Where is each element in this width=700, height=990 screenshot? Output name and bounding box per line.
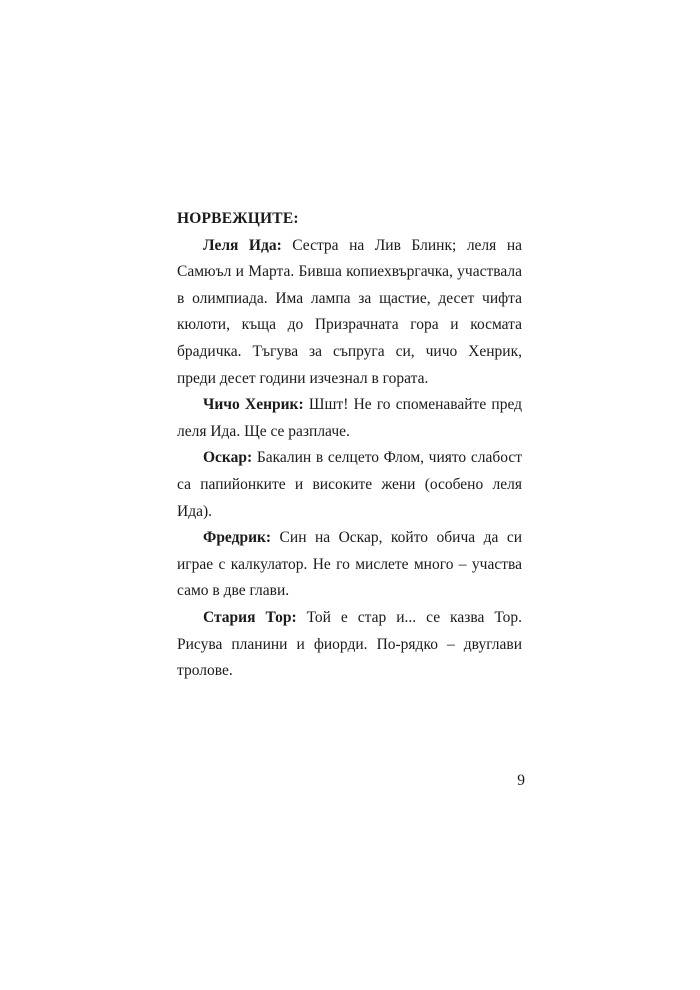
section-heading: НОРВЕЖЦИТЕ:	[177, 210, 299, 227]
character-name: Леля Ида:	[203, 236, 282, 254]
character-name: Фредрик:	[203, 529, 272, 547]
character-description: Бакалин в селцето Флом, чиято слабост са папийонките и високите жени (особено леля Ида).	[177, 449, 522, 520]
character-description: Син на Оскар, който обича да си играе с калкулатор. Не го мислете много – участва само в две глави.	[177, 529, 522, 600]
character-description: Сестра на Лив Блинк; леля на Самюъл и Марта. Бивша копиехвъргачка, участвала в олимпиада. Има лампа за щастие, десет чифта кюлоти, къща до Призрачната гора и космата брадичка. Тъгува за съпруга си, чичо Хенрик, преди десет години изчезнал в гората.	[177, 236, 523, 387]
character-name: Чичо Хенрик:	[203, 396, 304, 414]
character-entry-fredrik	[177, 525, 522, 605]
character-entry-tor	[177, 605, 522, 685]
character-entry-ida	[177, 233, 522, 393]
page-number: 9	[517, 772, 525, 789]
character-list	[177, 206, 522, 685]
character-entry-oskar	[177, 445, 522, 525]
character-description: Шшт! Не го споменавайте пред леля Ида. Ще се разплаче.	[177, 396, 523, 440]
character-name: Стария Тор:	[203, 608, 297, 626]
character-name: Оскар:	[203, 449, 253, 467]
character-description: Той е стар и... се казва Тор. Рисува планини и фиорди. По-рядко – двуглави тролове.	[177, 608, 523, 680]
character-entry-henrik	[177, 392, 522, 445]
